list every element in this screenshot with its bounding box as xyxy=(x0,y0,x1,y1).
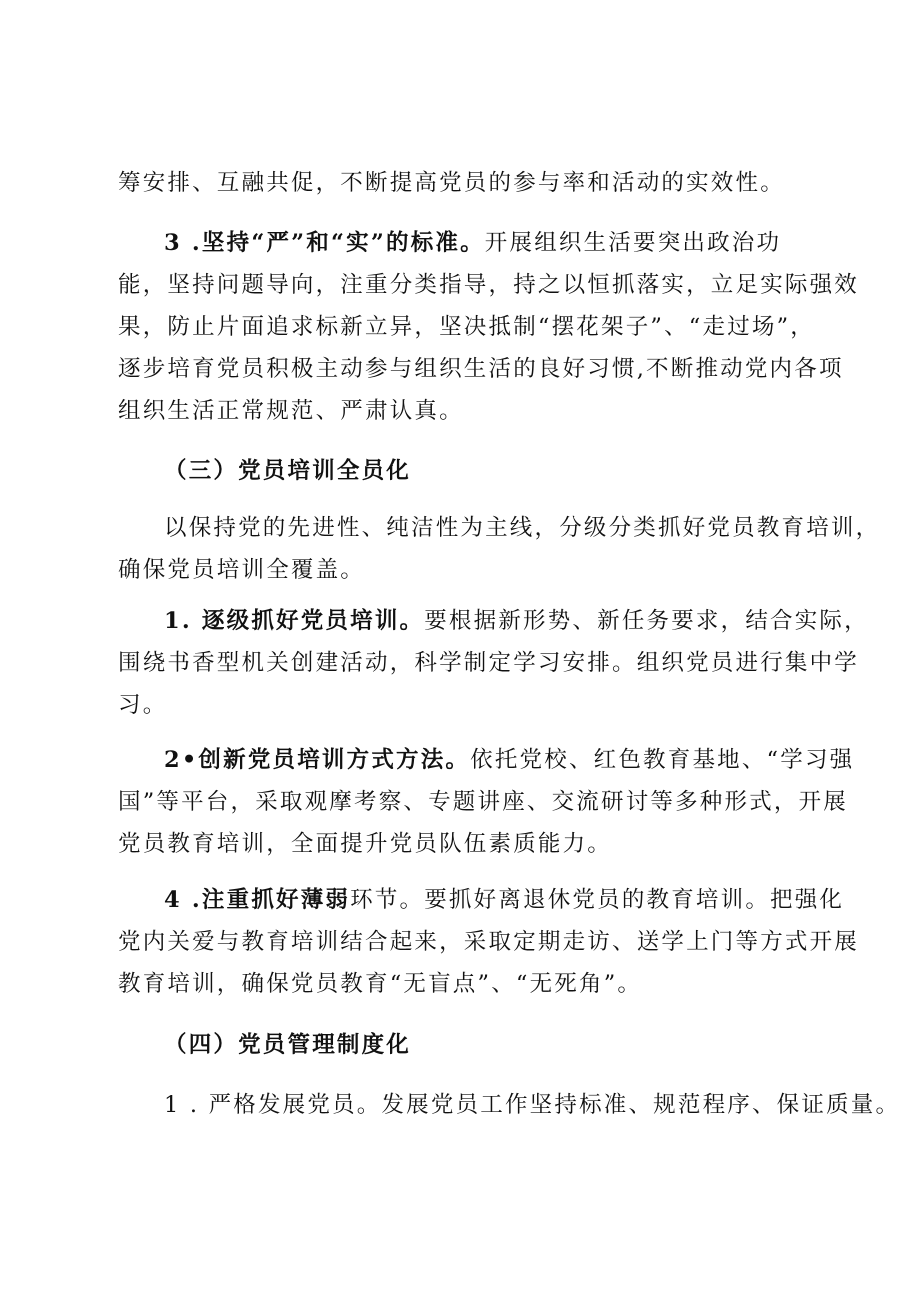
paragraph-line: 确保党员培训全覆盖。 xyxy=(118,557,366,583)
item-1-title: 1. 逐级抓好党员培训。 xyxy=(164,608,425,634)
paragraph-line: 能，坚持问题导向，注重分类指导，持之以恒抓落实，立足实际强效 xyxy=(118,272,860,298)
item-2-title: 2•创新党员培训方式方法。 xyxy=(164,747,471,773)
item-4-title: 4 .注重抓好薄弱 xyxy=(164,887,351,913)
section-4-heading: （四）党员管理制度化 xyxy=(164,1032,412,1058)
section-4-item-1-line: 1 . 严格发展党员。发展党员工作坚持标准、规范程序、保证质量。 xyxy=(164,1092,901,1118)
paragraph-line: 逐步培育党员积极主动参与组织生活的良好习惯,不断推动党内各项 xyxy=(118,356,844,382)
paragraph-line: 果，防止片面追求标新立异，坚决抵制“摆花架子”、“走过场”， xyxy=(118,314,816,340)
paragraph-line: 国”等平台，采取观摩考察、专题讲座、交流研讨等多种形式，开展 xyxy=(118,789,849,815)
section-3-intro-line-1: 以保持党的先进性、纯洁性为主线，分级分类抓好党员教育培训， xyxy=(164,515,881,541)
item-4-line-1 xyxy=(164,885,844,915)
item-2-line-1 xyxy=(164,745,854,775)
paragraph-line: 习。 xyxy=(118,692,168,718)
item-4-text: 环节。要抓好离退休党员的教育培训。把强化 xyxy=(350,887,845,913)
item-3-line-1 xyxy=(164,228,781,258)
paragraph-line: 党内关爱与教育培训结合起来，采取定期走访、送学上门等方式开展 xyxy=(118,929,860,955)
paragraph-line: 围绕书香型机关创建活动，科学制定学习安排。组织党员进行集中学 xyxy=(118,650,860,676)
item-3-title: 3 .坚持“严”和“实”的标准。 xyxy=(164,230,485,256)
section-3-heading: （三）党员培训全员化 xyxy=(164,458,412,484)
paragraph-line: 教育培训，确保党员教育“无盲点”、“无死角”。 xyxy=(118,971,643,997)
paragraph-line: 组织生活正常规范、严肃认真。 xyxy=(118,398,464,424)
item-1-line-1 xyxy=(164,606,869,636)
item-1-text: 要根据新形势、新任务要求，结合实际， xyxy=(424,608,869,634)
paragraph-line: 筹安排、互融共促，不断提高党员的参与率和活动的实效性。 xyxy=(118,170,785,196)
item-3-text: 开展组织生活要突出政治功 xyxy=(484,230,782,256)
item-2-text: 依托党校、红色教育基地、“学习强 xyxy=(470,747,855,773)
paragraph-line: 党员教育培训，全面提升党员队伍素质能力。 xyxy=(118,831,613,857)
